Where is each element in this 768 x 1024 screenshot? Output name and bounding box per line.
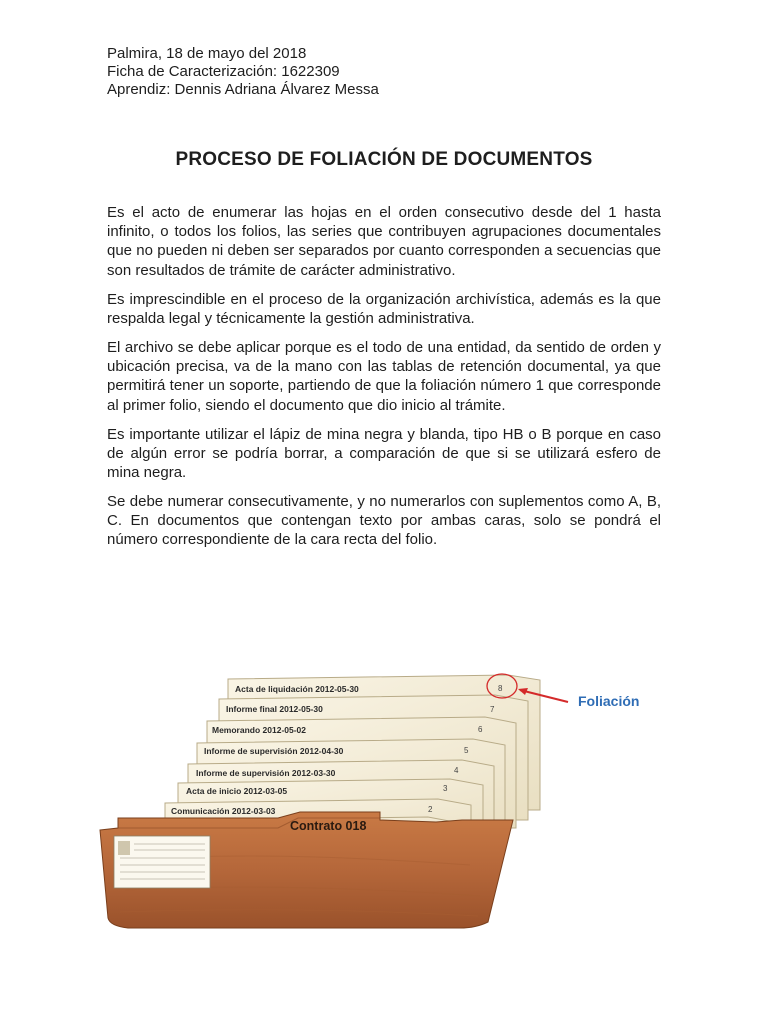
document-header	[107, 45, 379, 99]
tab-label: Memorando 2012-05-02	[212, 725, 307, 735]
tab-number: 3	[443, 784, 448, 793]
folder-label: Contrato 018	[290, 819, 367, 833]
aprendiz-line: Aprendiz: Dennis Adriana Álvarez Messa	[107, 81, 379, 98]
paragraph-pencil: Es importante utilizar el lápiz de mina negra y blanda, tipo HB o B porque en caso de algún error se podría borrar, a comparación de que si se utilizará esfero de mina negra.	[107, 426, 661, 482]
paragraph-importance: Es imprescindible en el proceso de la organización archivística, además es la que respalda legal y técnicamente la gestión administrativa.	[107, 291, 661, 328]
tab-number: 4	[454, 766, 459, 775]
tab-label: Informe de supervisión 2012-03-30	[196, 768, 336, 778]
tab-label: Informe de supervisión 2012-04-30	[204, 746, 344, 756]
ficha-line: Ficha de Caracterización: 1622309	[107, 63, 340, 80]
tab-number: 5	[464, 746, 469, 755]
tab-label: Comunicación 2012-03-03	[171, 806, 276, 816]
tab-number: 2	[428, 805, 433, 814]
tab-label: Acta de liquidación 2012-05-30	[235, 684, 359, 694]
document-title: PROCESO DE FOLIACIÓN DE DOCUMENTOS	[175, 149, 593, 170]
foliacion-label: Foliación	[578, 693, 640, 709]
tab-number: 6	[478, 725, 483, 734]
paragraph-application: El archivo se debe aplicar porque es el todo de una entidad, da sentido de orden y ubicación precisa, va de la mano con las tablas de retención documental, ya que permitirá tener un soporte, partiendo de que la foliación número 1 que corresponde al primer folio, siendo el documento que dio inicio al trámite.	[107, 339, 661, 414]
paragraph-definition: Es el acto de enumerar las hojas en el orden consecutivo desde del 1 hasta infinito, o todos los folios, las series que contribuyen agrupaciones documentales que no pueden ni deben ser separados por cuanto corresponden a secuencias que son resultados de trámite de carácter administrativo.	[107, 204, 661, 279]
foliation-illustration	[0, 660, 768, 940]
tab-number: 7	[490, 705, 495, 714]
tab-label: Informe final 2012-05-30	[226, 704, 323, 714]
date-line: Palmira, 18 de mayo del 2018	[107, 45, 307, 62]
paragraph-numbering: Se debe numerar consecutivamente, y no numerarlos con suplementos como A, B, C. En documentos que contengan texto por ambas caras, solo se pondrá el número correspondiente de la cara recta del folio.	[107, 493, 661, 549]
tab-label: Acta de inicio 2012-03-05	[186, 786, 288, 796]
tab-number: 8	[498, 684, 503, 693]
folder-index-card	[114, 836, 210, 888]
